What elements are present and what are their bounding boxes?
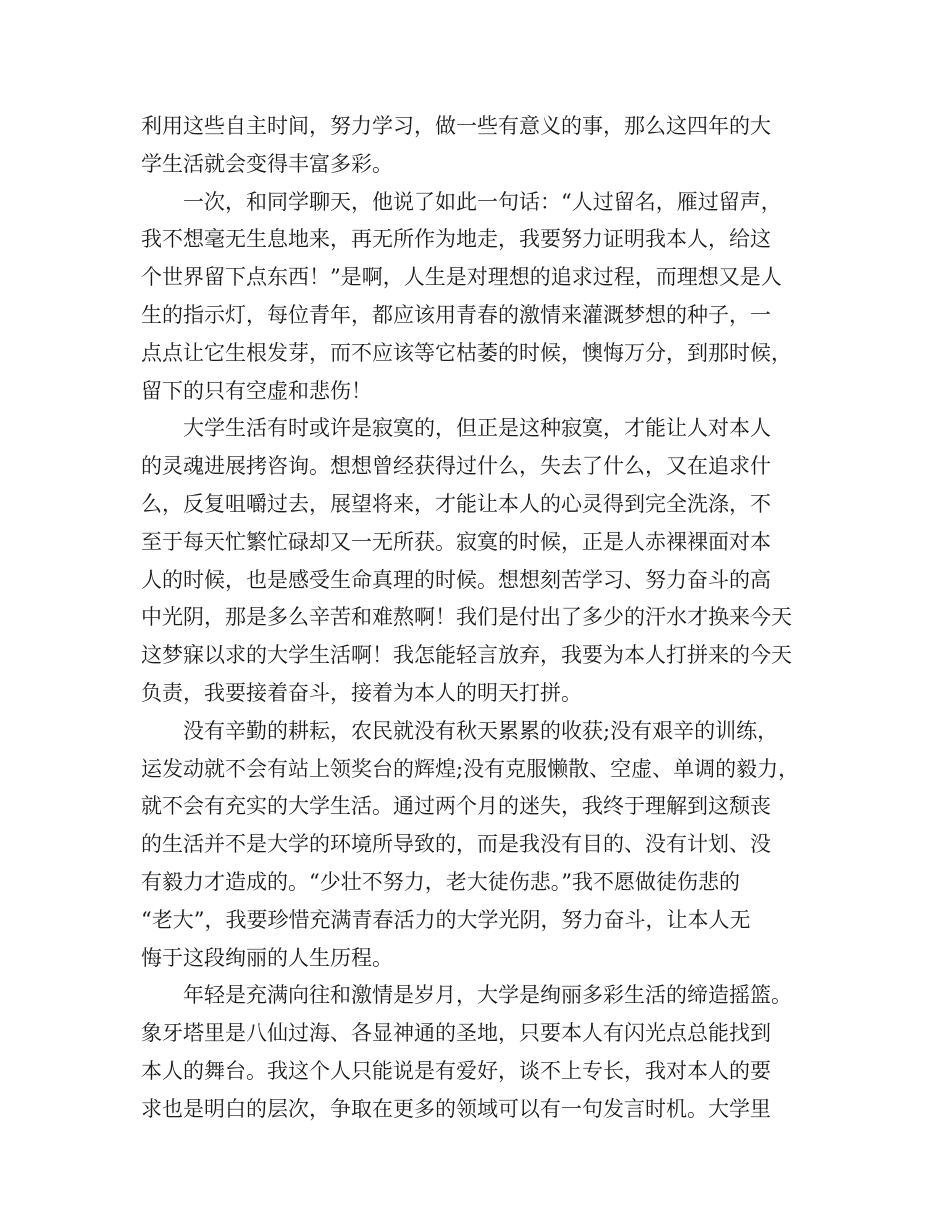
text-line: 负责，我要接着奋斗，接着为本人的明天打拼。	[141, 680, 582, 705]
text-line: 中光阴，那是多么辛苦和难熬啊！我们是付出了多少的汗水才换来今天	[141, 605, 792, 630]
text-line: 留下的只有空虚和悲伤！	[141, 378, 372, 403]
text-line: “老大”，我要珍惜充满青春活力的大学光阴，努力奋斗，让本人无	[141, 907, 751, 932]
text-line: 么，反复咀嚼过去，展望将来，才能让本人的心灵得到完全洗涤，不	[141, 491, 771, 516]
paragraph-4	[141, 713, 823, 978]
text-line: 悔于这段绚丽的人生历程。	[141, 945, 393, 970]
text-line: 就不会有充实的大学生活。通过两个月的迷失，我终于理解到这颓丧	[141, 794, 771, 819]
text-line: 没有辛勤的耕耘，农民就没有秋天累累的收获;没有艰辛的训练，	[183, 718, 779, 743]
text-line: 有毅力才造成的。“少壮不努力，老大徒伤悲。”我不愿做徒伤悲的	[141, 869, 740, 894]
paragraph-3	[141, 410, 823, 712]
text-line: 一次，和同学聊天，他说了如此一句话：“人过留名，雁过留声，	[183, 189, 782, 214]
document-body	[141, 108, 823, 1129]
text-line: 至于每天忙繁忙碌却又一无所获。寂寞的时候，正是人赤裸裸面对本	[141, 529, 771, 554]
paragraph-2	[141, 184, 823, 411]
text-line: 本人的舞台。我这个人只能说是有爱好，谈不上专长，我对本人的要	[141, 1058, 771, 1083]
text-line: 点点让它生根发芽，而不应该等它枯萎的时候，懊悔万分，到那时候，	[141, 340, 792, 365]
text-line: 这梦寐以求的大学生活啊！我怎能轻言放弃，我要为本人打拼来的今天	[141, 643, 792, 668]
text-line: 象牙塔里是八仙过海、各显神通的圣地，只要本人有闪光点总能找到	[141, 1021, 771, 1046]
text-line: 年轻是充满向往和激情是岁月，大学是绚丽多彩生活的缔造摇篮。	[183, 983, 792, 1008]
text-line: 利用这些自主时间，努力学习，做一些有意义的事，那么这四年的大	[141, 114, 771, 138]
text-line: 的生活并不是大学的环境所导致的，而是我没有目的、没有计划、没	[141, 832, 771, 857]
text-line: 我不想毫无生息地来，再无所作为地走，我要努力证明我本人，给这	[141, 227, 771, 252]
paragraph-5	[141, 977, 823, 1128]
text-line: 生的指示灯，每位青年，都应该用青春的激情来灌溉梦想的种子，一	[141, 302, 771, 327]
text-line: 的灵魂进展拷咨询。想想曾经获得过什么，失去了什么，又在追求什	[141, 454, 771, 479]
text-line: 学生活就会变得丰富多彩。	[141, 151, 393, 176]
text-line: 求也是明白的层次，争取在更多的领域可以有一句发言时机。大学里	[141, 1096, 771, 1121]
text-line: 大学生活有时或许是寂寞的，但正是这种寂寞，才能让人对本人	[183, 416, 771, 441]
text-line: 人的时候，也是感受生命真理的时候。想想刻苦学习、努力奋斗的高	[141, 567, 771, 592]
text-line: 个世界留下点东西！”是啊，人生是对理想的追求过程，而理想又是人	[141, 265, 782, 290]
text-line: 运发动就不会有站上领奖台的辉煌;没有克服懒散、空虚、单调的毅力，	[141, 756, 800, 781]
paragraph-1	[141, 108, 823, 184]
